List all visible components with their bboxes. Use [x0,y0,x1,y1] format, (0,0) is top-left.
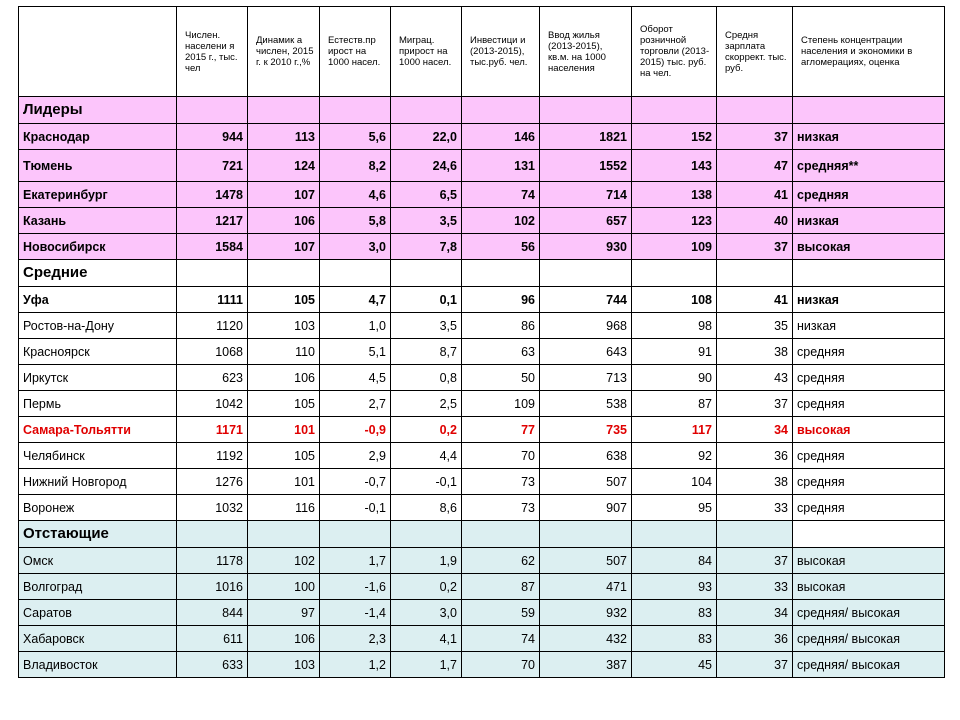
value-cell: 1178 [177,548,248,574]
empty-cell [793,521,945,548]
value-cell: 1192 [177,443,248,469]
table-row [19,234,945,260]
value-cell: 3,0 [391,600,462,626]
table-row [19,208,945,234]
value-cell: 1,7 [391,652,462,678]
table-row [19,626,945,652]
value-cell: 38 [717,339,793,365]
value-cell: 50 [462,365,540,391]
value-cell: 98 [632,313,717,339]
section-title: Средние [19,260,177,287]
value-cell: 106 [248,626,320,652]
city-name: Уфа [19,287,177,313]
value-cell: 116 [248,495,320,521]
section-header-row [19,521,945,548]
value-cell: 59 [462,600,540,626]
value-cell: 735 [540,417,632,443]
table-row [19,339,945,365]
value-cell: 36 [717,443,793,469]
value-cell: 105 [248,391,320,417]
concentration-level: низкая [793,313,945,339]
value-cell: 6,5 [391,182,462,208]
value-cell: 37 [717,548,793,574]
column-header: Средня зарплата скоррект. тыс. руб. [717,7,793,97]
city-name: Иркутск [19,365,177,391]
value-cell: 5,1 [320,339,391,365]
value-cell: 95 [632,495,717,521]
concentration-level: средняя [793,495,945,521]
concentration-level: средняя [793,365,945,391]
value-cell: 3,5 [391,313,462,339]
value-cell: 143 [632,150,717,182]
value-cell: 34 [717,417,793,443]
value-cell: -1,6 [320,574,391,600]
value-cell: 968 [540,313,632,339]
value-cell: 92 [632,443,717,469]
column-header [19,7,177,97]
value-cell: 105 [248,287,320,313]
value-cell: 152 [632,124,717,150]
value-cell: 74 [462,626,540,652]
city-name: Красноярск [19,339,177,365]
column-header: Миграц. прирост на 1000 насел. [391,7,462,97]
concentration-level: средняя [793,469,945,495]
value-cell: 4,6 [320,182,391,208]
city-name: Пермь [19,391,177,417]
value-cell: 643 [540,339,632,365]
value-cell: 1584 [177,234,248,260]
empty-cell [391,521,462,548]
value-cell: 62 [462,548,540,574]
value-cell: 109 [462,391,540,417]
empty-cell [177,521,248,548]
value-cell: 3,5 [391,208,462,234]
value-cell: 1032 [177,495,248,521]
concentration-level: средняя/ высокая [793,600,945,626]
value-cell: 41 [717,182,793,208]
empty-cell [248,97,320,124]
column-header: Оборот розничной торговли (2013-2015) тыс. руб. на чел. [632,7,717,97]
section-header-row [19,97,945,124]
value-cell: 83 [632,600,717,626]
value-cell: 932 [540,600,632,626]
value-cell: 113 [248,124,320,150]
value-cell: -1,4 [320,600,391,626]
concentration-level: низкая [793,124,945,150]
empty-cell [391,97,462,124]
concentration-level: средняя [793,443,945,469]
concentration-level: высокая [793,574,945,600]
concentration-level: средняя [793,339,945,365]
value-cell: 96 [462,287,540,313]
value-cell: -0,7 [320,469,391,495]
value-cell: 623 [177,365,248,391]
value-cell: 1,0 [320,313,391,339]
empty-cell [540,521,632,548]
value-cell: 8,7 [391,339,462,365]
concentration-level: средняя** [793,150,945,182]
empty-cell [717,97,793,124]
value-cell: 56 [462,234,540,260]
value-cell: 1068 [177,339,248,365]
value-cell: -0,9 [320,417,391,443]
value-cell: 3,0 [320,234,391,260]
table-row [19,417,945,443]
value-cell: 4,4 [391,443,462,469]
table-body [19,97,945,678]
value-cell: 0,2 [391,574,462,600]
concentration-level: высокая [793,234,945,260]
empty-cell [248,521,320,548]
value-cell: 104 [632,469,717,495]
value-cell: 83 [632,626,717,652]
column-header: Ввод жилья (2013-2015), кв.м. на 1000 населения [540,7,632,97]
value-cell: 0,8 [391,365,462,391]
value-cell: 2,5 [391,391,462,417]
empty-cell [717,521,793,548]
value-cell: 1276 [177,469,248,495]
column-header: Инвестици и (2013-2015), тыс.руб. чел. [462,7,540,97]
value-cell: 538 [540,391,632,417]
value-cell: 1111 [177,287,248,313]
empty-cell [793,97,945,124]
value-cell: 24,6 [391,150,462,182]
value-cell: 40 [717,208,793,234]
city-name: Омск [19,548,177,574]
value-cell: 86 [462,313,540,339]
value-cell: 102 [462,208,540,234]
city-name: Волгоград [19,574,177,600]
concentration-level: высокая [793,548,945,574]
value-cell: 101 [248,417,320,443]
empty-cell [320,260,391,287]
empty-cell [793,260,945,287]
city-name: Саратов [19,600,177,626]
value-cell: 1,7 [320,548,391,574]
city-name: Краснодар [19,124,177,150]
city-name: Тюмень [19,150,177,182]
value-cell: 2,7 [320,391,391,417]
value-cell: 721 [177,150,248,182]
table-row [19,443,945,469]
value-cell: 100 [248,574,320,600]
value-cell: 91 [632,339,717,365]
value-cell: 102 [248,548,320,574]
value-cell: 73 [462,469,540,495]
value-cell: 8,6 [391,495,462,521]
table-row [19,287,945,313]
value-cell: 4,7 [320,287,391,313]
city-name: Воронеж [19,495,177,521]
value-cell: 106 [248,365,320,391]
value-cell: 106 [248,208,320,234]
value-cell: 744 [540,287,632,313]
city-name: Хабаровск [19,626,177,652]
value-cell: 2,9 [320,443,391,469]
section-title: Отстающие [19,521,177,548]
value-cell: 657 [540,208,632,234]
column-header: Естеств.пр ирост на 1000 насел. [320,7,391,97]
value-cell: 37 [717,391,793,417]
value-cell: 108 [632,287,717,313]
value-cell: 131 [462,150,540,182]
value-cell: 107 [248,182,320,208]
value-cell: 74 [462,182,540,208]
value-cell: 1171 [177,417,248,443]
table-row [19,574,945,600]
value-cell: 930 [540,234,632,260]
value-cell: 507 [540,469,632,495]
empty-cell [632,97,717,124]
city-name: Челябинск [19,443,177,469]
table-row [19,548,945,574]
empty-cell [248,260,320,287]
column-header: Числен. населени я 2015 г., тыс. чел [177,7,248,97]
value-cell: 109 [632,234,717,260]
value-cell: 87 [462,574,540,600]
value-cell: 77 [462,417,540,443]
city-name: Самара-Тольятти [19,417,177,443]
empty-cell [177,97,248,124]
value-cell: 1,9 [391,548,462,574]
value-cell: 103 [248,313,320,339]
value-cell: 107 [248,234,320,260]
value-cell: 1,2 [320,652,391,678]
column-header: Динамик а числен, 2015 г. к 2010 г.,% [248,7,320,97]
value-cell: 633 [177,652,248,678]
value-cell: 38 [717,469,793,495]
value-cell: 87 [632,391,717,417]
value-cell: 101 [248,469,320,495]
value-cell: 105 [248,443,320,469]
column-header: Степень концентрации населения и экономики в агломерациях, оценка [793,7,945,97]
value-cell: 4,1 [391,626,462,652]
value-cell: 45 [632,652,717,678]
empty-cell [632,521,717,548]
table-row [19,150,945,182]
empty-cell [462,521,540,548]
value-cell: 63 [462,339,540,365]
empty-cell [462,97,540,124]
value-cell: 97 [248,600,320,626]
value-cell: 103 [248,652,320,678]
value-cell: 110 [248,339,320,365]
value-cell: 138 [632,182,717,208]
value-cell: 844 [177,600,248,626]
empty-cell [320,97,391,124]
concentration-level: средняя/ высокая [793,626,945,652]
section-header-row [19,260,945,287]
empty-cell [717,260,793,287]
value-cell: -0,1 [391,469,462,495]
value-cell: -0,1 [320,495,391,521]
concentration-level: низкая [793,208,945,234]
empty-cell [177,260,248,287]
city-name: Новосибирск [19,234,177,260]
concentration-level: средняя [793,182,945,208]
section-title: Лидеры [19,97,177,124]
table-row [19,469,945,495]
value-cell: 638 [540,443,632,469]
value-cell: 387 [540,652,632,678]
city-name: Казань [19,208,177,234]
table-row [19,652,945,678]
table-row [19,391,945,417]
concentration-level: высокая [793,417,945,443]
value-cell: 146 [462,124,540,150]
value-cell: 33 [717,495,793,521]
value-cell: 41 [717,287,793,313]
value-cell: 117 [632,417,717,443]
value-cell: 944 [177,124,248,150]
city-comparison-table [18,6,945,678]
value-cell: 84 [632,548,717,574]
empty-cell [320,521,391,548]
value-cell: 34 [717,600,793,626]
value-cell: 713 [540,365,632,391]
concentration-level: низкая [793,287,945,313]
table-row [19,313,945,339]
empty-cell [540,97,632,124]
value-cell: 33 [717,574,793,600]
value-cell: 0,1 [391,287,462,313]
value-cell: 43 [717,365,793,391]
table-row [19,365,945,391]
table-row [19,182,945,208]
value-cell: 37 [717,234,793,260]
empty-cell [391,260,462,287]
city-name: Владивосток [19,652,177,678]
value-cell: 123 [632,208,717,234]
table-row [19,495,945,521]
table-row [19,600,945,626]
value-cell: 0,2 [391,417,462,443]
city-name: Нижний Новгород [19,469,177,495]
value-cell: 4,5 [320,365,391,391]
value-cell: 35 [717,313,793,339]
empty-cell [540,260,632,287]
concentration-level: средняя [793,391,945,417]
value-cell: 1478 [177,182,248,208]
value-cell: 1821 [540,124,632,150]
table-row [19,124,945,150]
value-cell: 90 [632,365,717,391]
value-cell: 124 [248,150,320,182]
value-cell: 36 [717,626,793,652]
value-cell: 507 [540,548,632,574]
value-cell: 5,8 [320,208,391,234]
city-name: Екатеринбург [19,182,177,208]
city-name: Ростов-на-Дону [19,313,177,339]
value-cell: 1552 [540,150,632,182]
value-cell: 5,6 [320,124,391,150]
value-cell: 1042 [177,391,248,417]
header-row [19,7,945,97]
value-cell: 1120 [177,313,248,339]
value-cell: 611 [177,626,248,652]
value-cell: 1016 [177,574,248,600]
value-cell: 2,3 [320,626,391,652]
concentration-level: средняя/ высокая [793,652,945,678]
value-cell: 8,2 [320,150,391,182]
value-cell: 93 [632,574,717,600]
empty-cell [462,260,540,287]
value-cell: 70 [462,652,540,678]
value-cell: 1217 [177,208,248,234]
value-cell: 37 [717,652,793,678]
value-cell: 47 [717,150,793,182]
value-cell: 70 [462,443,540,469]
value-cell: 7,8 [391,234,462,260]
value-cell: 714 [540,182,632,208]
value-cell: 907 [540,495,632,521]
value-cell: 22,0 [391,124,462,150]
value-cell: 432 [540,626,632,652]
value-cell: 471 [540,574,632,600]
value-cell: 73 [462,495,540,521]
empty-cell [632,260,717,287]
value-cell: 37 [717,124,793,150]
